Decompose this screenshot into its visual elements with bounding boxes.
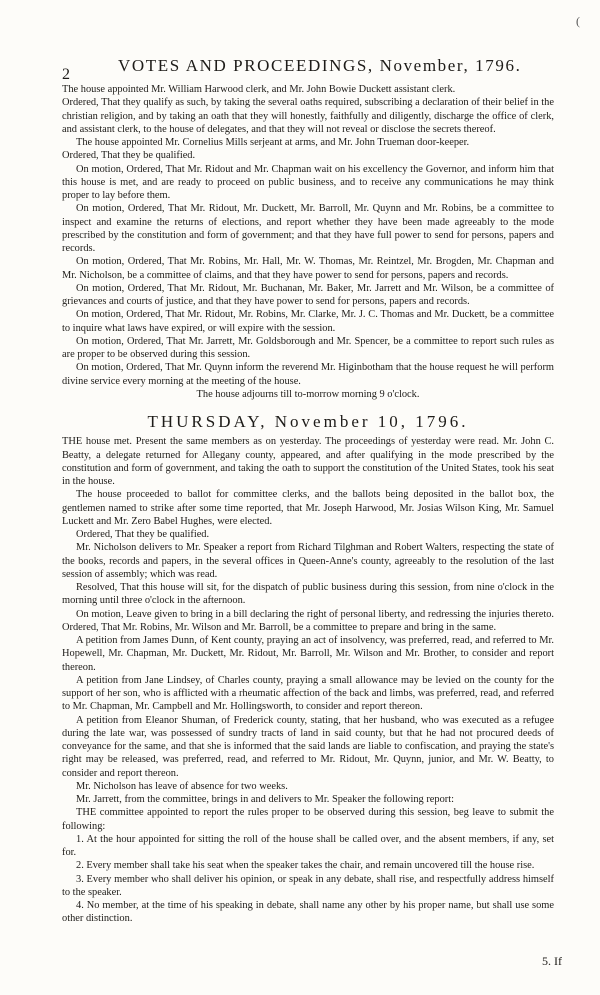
catchword: 5. If bbox=[542, 954, 562, 968]
paragraph: On motion, Ordered, That Mr. Ridout, Mr. Duckett, Mr. Barroll, Mr. Quynn and Mr. Robins, be a committee to inspect and examine the returns of elections, and report whether they have been made agreeably to the mode prescribed by the constitution and form of government; and that they have full power to send for persons, papers and records. bbox=[62, 203, 554, 254]
running-title: VOTES AND PROCEEDINGS, November, 1796. bbox=[118, 56, 522, 75]
corner-mark: ( bbox=[576, 14, 580, 28]
day-heading: THURSDAY, November 10, 1796. bbox=[147, 412, 469, 431]
paragraph: Ordered, That they be qualified. bbox=[62, 150, 196, 162]
paragraph: Resolved, That this house will sit, for the dispatch of public business during this session, from nine o'clock in the morning until three o'clock in the afternoon. bbox=[62, 582, 554, 607]
paragraph: On motion, Ordered, That Mr. Ridout, Mr. Robins, Mr. Clarke, Mr. J. C. Thomas and Mr. Duckett, be a committee to inquire what laws have expired, or will expire with the session. bbox=[62, 309, 554, 334]
paragraph: The house appointed Mr. Cornelius Mills serjeant at arms, and Mr. John Trueman door-keeper. bbox=[76, 137, 470, 148]
adjournment-line: The house adjourns till to-morrow morning 9 o'clock. bbox=[196, 388, 420, 400]
paragraph: On motion, Ordered, That Mr. Jarrett, Mr. Goldsborough and Mr. Spencer, be a committee to report such rules as are proper to be observed during this session. bbox=[62, 335, 554, 360]
paragraph: THE house met. Present the same members as on yesterday. The proceedings of yesterday were read. Mr. John C. Beatty, a delegate returned for Allegany county, appeared, and after qualifying in the mode prescribed by the constitution and form of government, and taking the oath to support the constitution of the United States, took his seat in the house. bbox=[62, 436, 554, 487]
paragraph: On motion, Ordered, That Mr. Robins, Mr. Hall, Mr. W. Thomas, Mr. Reintzel, Mr. Brogden, Mr. Chapman and Mr. Nicholson, be a committee of claims, and that they have power to send for persons, papers and records. bbox=[62, 256, 554, 281]
paragraph: Ordered, That they be qualified. bbox=[76, 529, 210, 540]
paragraph: On motion, Ordered, That Mr. Ridout, Mr. Buchanan, Mr. Baker, Mr. Jarrett and Mr. Wilson, be a committee of grievances and courts of justice, and that they have power to send for persons, papers and records. bbox=[62, 282, 554, 307]
paragraph: Mr. Nicholson delivers to Mr. Speaker a report from Richard Tilghman and Robert Walters, respecting the state of the books, records and papers, in the several offices in Queen-Anne's county, agreeably to the resolution of the last session of assembly; which was read. bbox=[62, 542, 554, 580]
paragraph: A petition from Jane Lindsey, of Charles county, praying a small allowance may be levied on the county for the support of her son, who is afflicted with a rheumatic affection of the back and limbs, was preferred, read, and referred to Mr. Chapman, Mr. Campbell and Mr. Hollingsworth, to consider and report thereon. bbox=[62, 674, 554, 713]
paragraph: On motion, Leave given to bring in a bill declaring the right of personal liberty, and redressing the injuries thereto. Ordered, That Mr. Robins, Mr. Wilson and Mr. Barroll, be a committee to prepare and bring in the same. bbox=[62, 608, 554, 633]
paragraph: The house appointed Mr. William Harwood clerk, and Mr. John Bowie Duckett assistant clerk. bbox=[62, 84, 456, 95]
paragraph: A petition from Eleanor Shuman, of Frederick county, stating, that her husband, who was executed as a refugee during the late war, was possessed of sundry tracts of land in said county, but that he had not procured deeds of conveyance for the same, and that she is informed that the said lands are liable to confiscation, and praying the state's right may be released, was preferred, read, and referred to Mr. Ridout, Mr. Quynn, junior, and Mr. W. Beatty, to consider and report thereon. bbox=[62, 714, 554, 779]
rule-item: 2. Every member shall take his seat when the speaker takes the chair, and remain uncovered till the house rise. bbox=[76, 860, 535, 872]
rule-item: 3. Every member who shall deliver his opinion, or speak in any debate, shall rise, and respectfully address himself to the speaker. bbox=[62, 873, 554, 898]
rule-item: 1. At the hour appointed for sitting the roll of the house shall be called over, and the absent members, if any, set for. bbox=[62, 833, 554, 858]
paragraph: On motion, Ordered, That Mr. Quynn inform the reverend Mr. Higinbotham that the house request he will perform divine service every morning at the meeting of the house. bbox=[62, 362, 554, 387]
paragraph: THE committee appointed to report the rules proper to be observed during this session, beg leave to submit the following: bbox=[62, 807, 554, 832]
paragraph: On motion, Ordered, That Mr. Ridout and Mr. Chapman wait on his excellency the Governor, and inform him that this house is met, and are ready to proceed on public business, and to receive any communications he may think proper to lay before them. bbox=[62, 163, 554, 201]
page-number: 2 bbox=[62, 66, 70, 83]
rule-item: 4. No member, at the time of his speaking in debate, shall name any other by his proper name, but shall use some other distinction. bbox=[62, 900, 554, 925]
paragraph: Mr. Jarrett, from the committee, brings in and delivers to Mr. Speaker the following report: bbox=[76, 794, 455, 805]
paragraph: The house proceeded to ballot for committee clerks, and the ballots being deposited in the ballot box, the gentlemen named to strike after some time reported, that Mr. Joseph Harwood, Mr. Josias Wilson King, Mr. Samuel Luckett and Mr. Zero Babel Hughes, were elected. bbox=[62, 489, 554, 527]
paragraph: Mr. Nicholson has leave of absence for two weeks. bbox=[76, 780, 288, 792]
document-body bbox=[62, 83, 554, 926]
paragraph: Ordered, That they qualify as such, by taking the several oaths required, subscribing a declaration of their belief in the christian religion, and by taking an oath that they will honestly, faithfully and diligently, discharge the office of clerk, and assistant clerk, to the house of delegates, and that they will not reveal or disclose the secrets thereof. bbox=[62, 97, 554, 135]
paragraph: A petition from James Dunn, of Kent county, praying an act of insolvency, was preferred, read, and referred to Mr. Hopewell, Mr. Chapman, Mr. Duckett, Mr. Ridout, Mr. Barroll, Mr. Wilson and Mr. Brother, to consider and report thereon. bbox=[62, 635, 554, 673]
